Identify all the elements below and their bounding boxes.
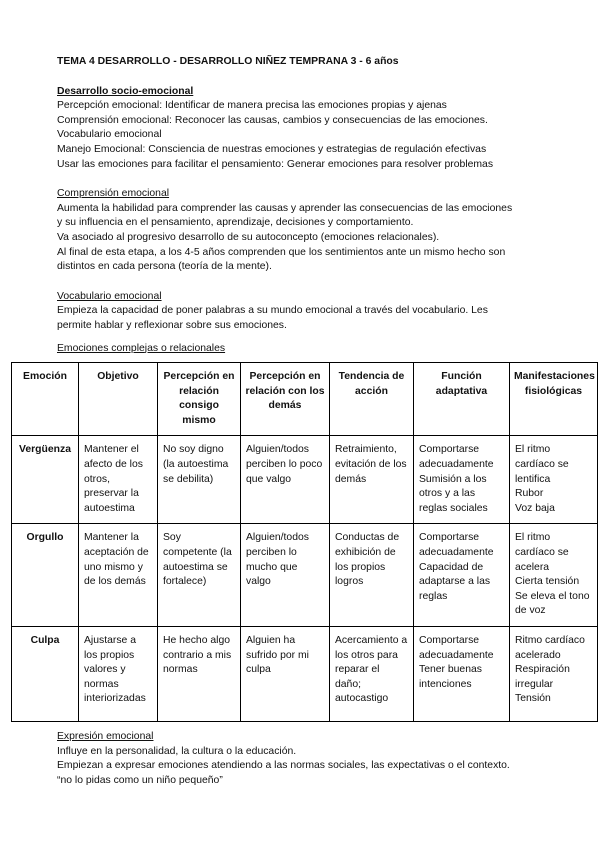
paragraph-line: Vocabulario emocional xyxy=(57,129,162,141)
cell-line: Respiración irregular xyxy=(515,664,570,690)
cell-line: Cierta tensión xyxy=(515,576,580,588)
cell-line: Rubor xyxy=(515,488,544,500)
column-header-percepcion-demas: Percepción en relación con los demás xyxy=(241,363,330,436)
section-heading-vocabulario: Vocabulario emocional xyxy=(57,290,162,302)
tendencia-cell: Acercamiento a los otros para reparar el daño; autocastigo xyxy=(330,626,414,721)
paragraph-line: Comprensión emocional: Reconocer las causas, cambios y consecuencias de las emociones. xyxy=(57,114,488,126)
cell-line: Comportarse adecuadamente xyxy=(419,532,494,558)
section-heading-comprension: Comprensión emocional xyxy=(57,188,170,200)
section-vocabulario-emocional xyxy=(57,290,557,334)
funcion-cell xyxy=(414,436,510,524)
section-socio-emocional xyxy=(57,85,557,173)
emotions-table xyxy=(11,362,598,722)
paragraph-line: Va asociado al progresivo desarrollo de su autoconcepto (emociones relacionales). xyxy=(57,231,440,243)
paragraph-line: Influye en la personalidad, la cultura o la educación. xyxy=(57,745,297,757)
emotion-name-cell: Culpa xyxy=(12,626,79,721)
column-header-percepcion-consigo: Percepción en relación consigo mismo xyxy=(158,363,241,436)
emotion-name-cell: Vergüenza xyxy=(12,436,79,524)
column-header-emocion: Emoción xyxy=(12,363,79,436)
tendencia-cell: Retraimiento, evitación de los demás xyxy=(330,436,414,524)
paragraph-line: Aumenta la habilidad para comprender las causas y aprender las consecuencias de las emociones xyxy=(57,202,513,214)
percepcion-demas-cell: Alguien ha sufrido por mi culpa xyxy=(241,626,330,721)
funcion-cell xyxy=(414,626,510,721)
table-header-row xyxy=(12,363,598,436)
cell-line: Sumisión a los otros y a las reglas sociales xyxy=(419,473,488,514)
fisiologicas-cell xyxy=(510,626,598,721)
table-row xyxy=(12,626,598,721)
cell-line: Tener buenas intenciones xyxy=(419,664,482,690)
document-title: TEMA 4 DESARROLLO - DESARROLLO NIÑEZ TEMPRANA 3 - 6 años xyxy=(57,56,399,67)
document-page xyxy=(57,55,557,356)
table-heading: Emociones complejas o relacionales xyxy=(57,342,226,354)
cell-line: Capacidad de adaptarse a las reglas xyxy=(419,561,491,602)
section-heading-expresion: Expresión emocional xyxy=(57,731,154,742)
paragraph-line: Al final de esta etapa, a los 4-5 años comprenden que los sentimientos ante un mismo hecho son xyxy=(57,246,506,258)
table-row xyxy=(12,524,598,627)
paragraph-line: “no lo pidas como un niño pequeño” xyxy=(57,774,223,786)
table-row xyxy=(12,436,598,524)
cell-line: Comportarse adecuadamente xyxy=(419,444,494,470)
fisiologicas-cell xyxy=(510,524,598,627)
section-heading-socio-emocional: Desarrollo socio-emocional xyxy=(57,85,194,97)
paragraph-line: Manejo Emocional: Consciencia de nuestras emociones y estrategias de regulación efectivas xyxy=(57,143,487,155)
emotion-name-cell: Orgullo xyxy=(12,524,79,627)
percepcion-consigo-cell: He hecho algo contrario a mis normas xyxy=(158,626,241,721)
percepcion-demas-cell: Alguien/todos perciben lo mucho que valgo xyxy=(241,524,330,627)
cell-line: El ritmo cardíaco se lentifica xyxy=(515,444,569,485)
objetivo-cell: Ajustarse a los propios valores y normas interiorizadas xyxy=(79,626,158,721)
column-header-objetivo: Objetivo xyxy=(79,363,158,436)
cell-line: Tensión xyxy=(515,693,551,705)
paragraph-line: distintos en cada persona (teoría de la mente). xyxy=(57,261,272,273)
cell-line: Se eleva el tono de voz xyxy=(515,590,590,617)
percepcion-demas-cell: Alguien/todos perciben lo poco que valgo xyxy=(241,436,330,524)
fisiologicas-cell xyxy=(510,436,598,524)
section-comprension-emocional xyxy=(57,187,557,275)
column-header-tendencia: Tendencia de acción xyxy=(330,363,414,436)
paragraph-line: y su influencia en el pensamiento, aprendizaje, decisiones y comportamiento. xyxy=(57,217,414,229)
cell-line: Comportarse adecuadamente xyxy=(419,634,494,661)
tendencia-cell: Conductas de exhibición de los propios logros xyxy=(330,524,414,627)
funcion-cell xyxy=(414,524,510,627)
paragraph-line: Empiezan a expresar emociones atendiendo a las normas sociales, las expectativas o el contexto. xyxy=(57,760,510,772)
percepcion-consigo-cell: No soy digno (la autoestima se debilita) xyxy=(158,436,241,524)
paragraph-line: Percepción emocional: Identificar de manera precisa las emociones propias y ajenas xyxy=(57,100,447,112)
paragraph-line: permite hablar y reflexionar sobre sus emociones. xyxy=(57,319,287,331)
cell-line: El ritmo cardíaco se acelera xyxy=(515,532,569,573)
objetivo-cell: Mantener la aceptación de uno mismo y de los demás xyxy=(79,524,158,627)
section-expresion-emocional xyxy=(57,730,577,788)
objetivo-cell: Mantener el afecto de los otros, preservar la autoestima xyxy=(79,436,158,524)
paragraph-line: Empieza la capacidad de poner palabras a su mundo emocional a través del vocabulario. Les xyxy=(57,305,488,317)
cell-line: Ritmo cardíaco acelerado xyxy=(515,634,585,661)
paragraph-line: Usar las emociones para facilitar el pensamiento: Generar emociones para resolver problemas xyxy=(57,158,494,170)
percepcion-consigo-cell: Soy competente (la autoestima se fortalece) xyxy=(158,524,241,627)
cell-line: Voz baja xyxy=(515,502,555,514)
column-header-funcion: Función adaptativa xyxy=(414,363,510,436)
column-header-manifestaciones: Manifestaciones fisiológicas xyxy=(510,363,598,436)
